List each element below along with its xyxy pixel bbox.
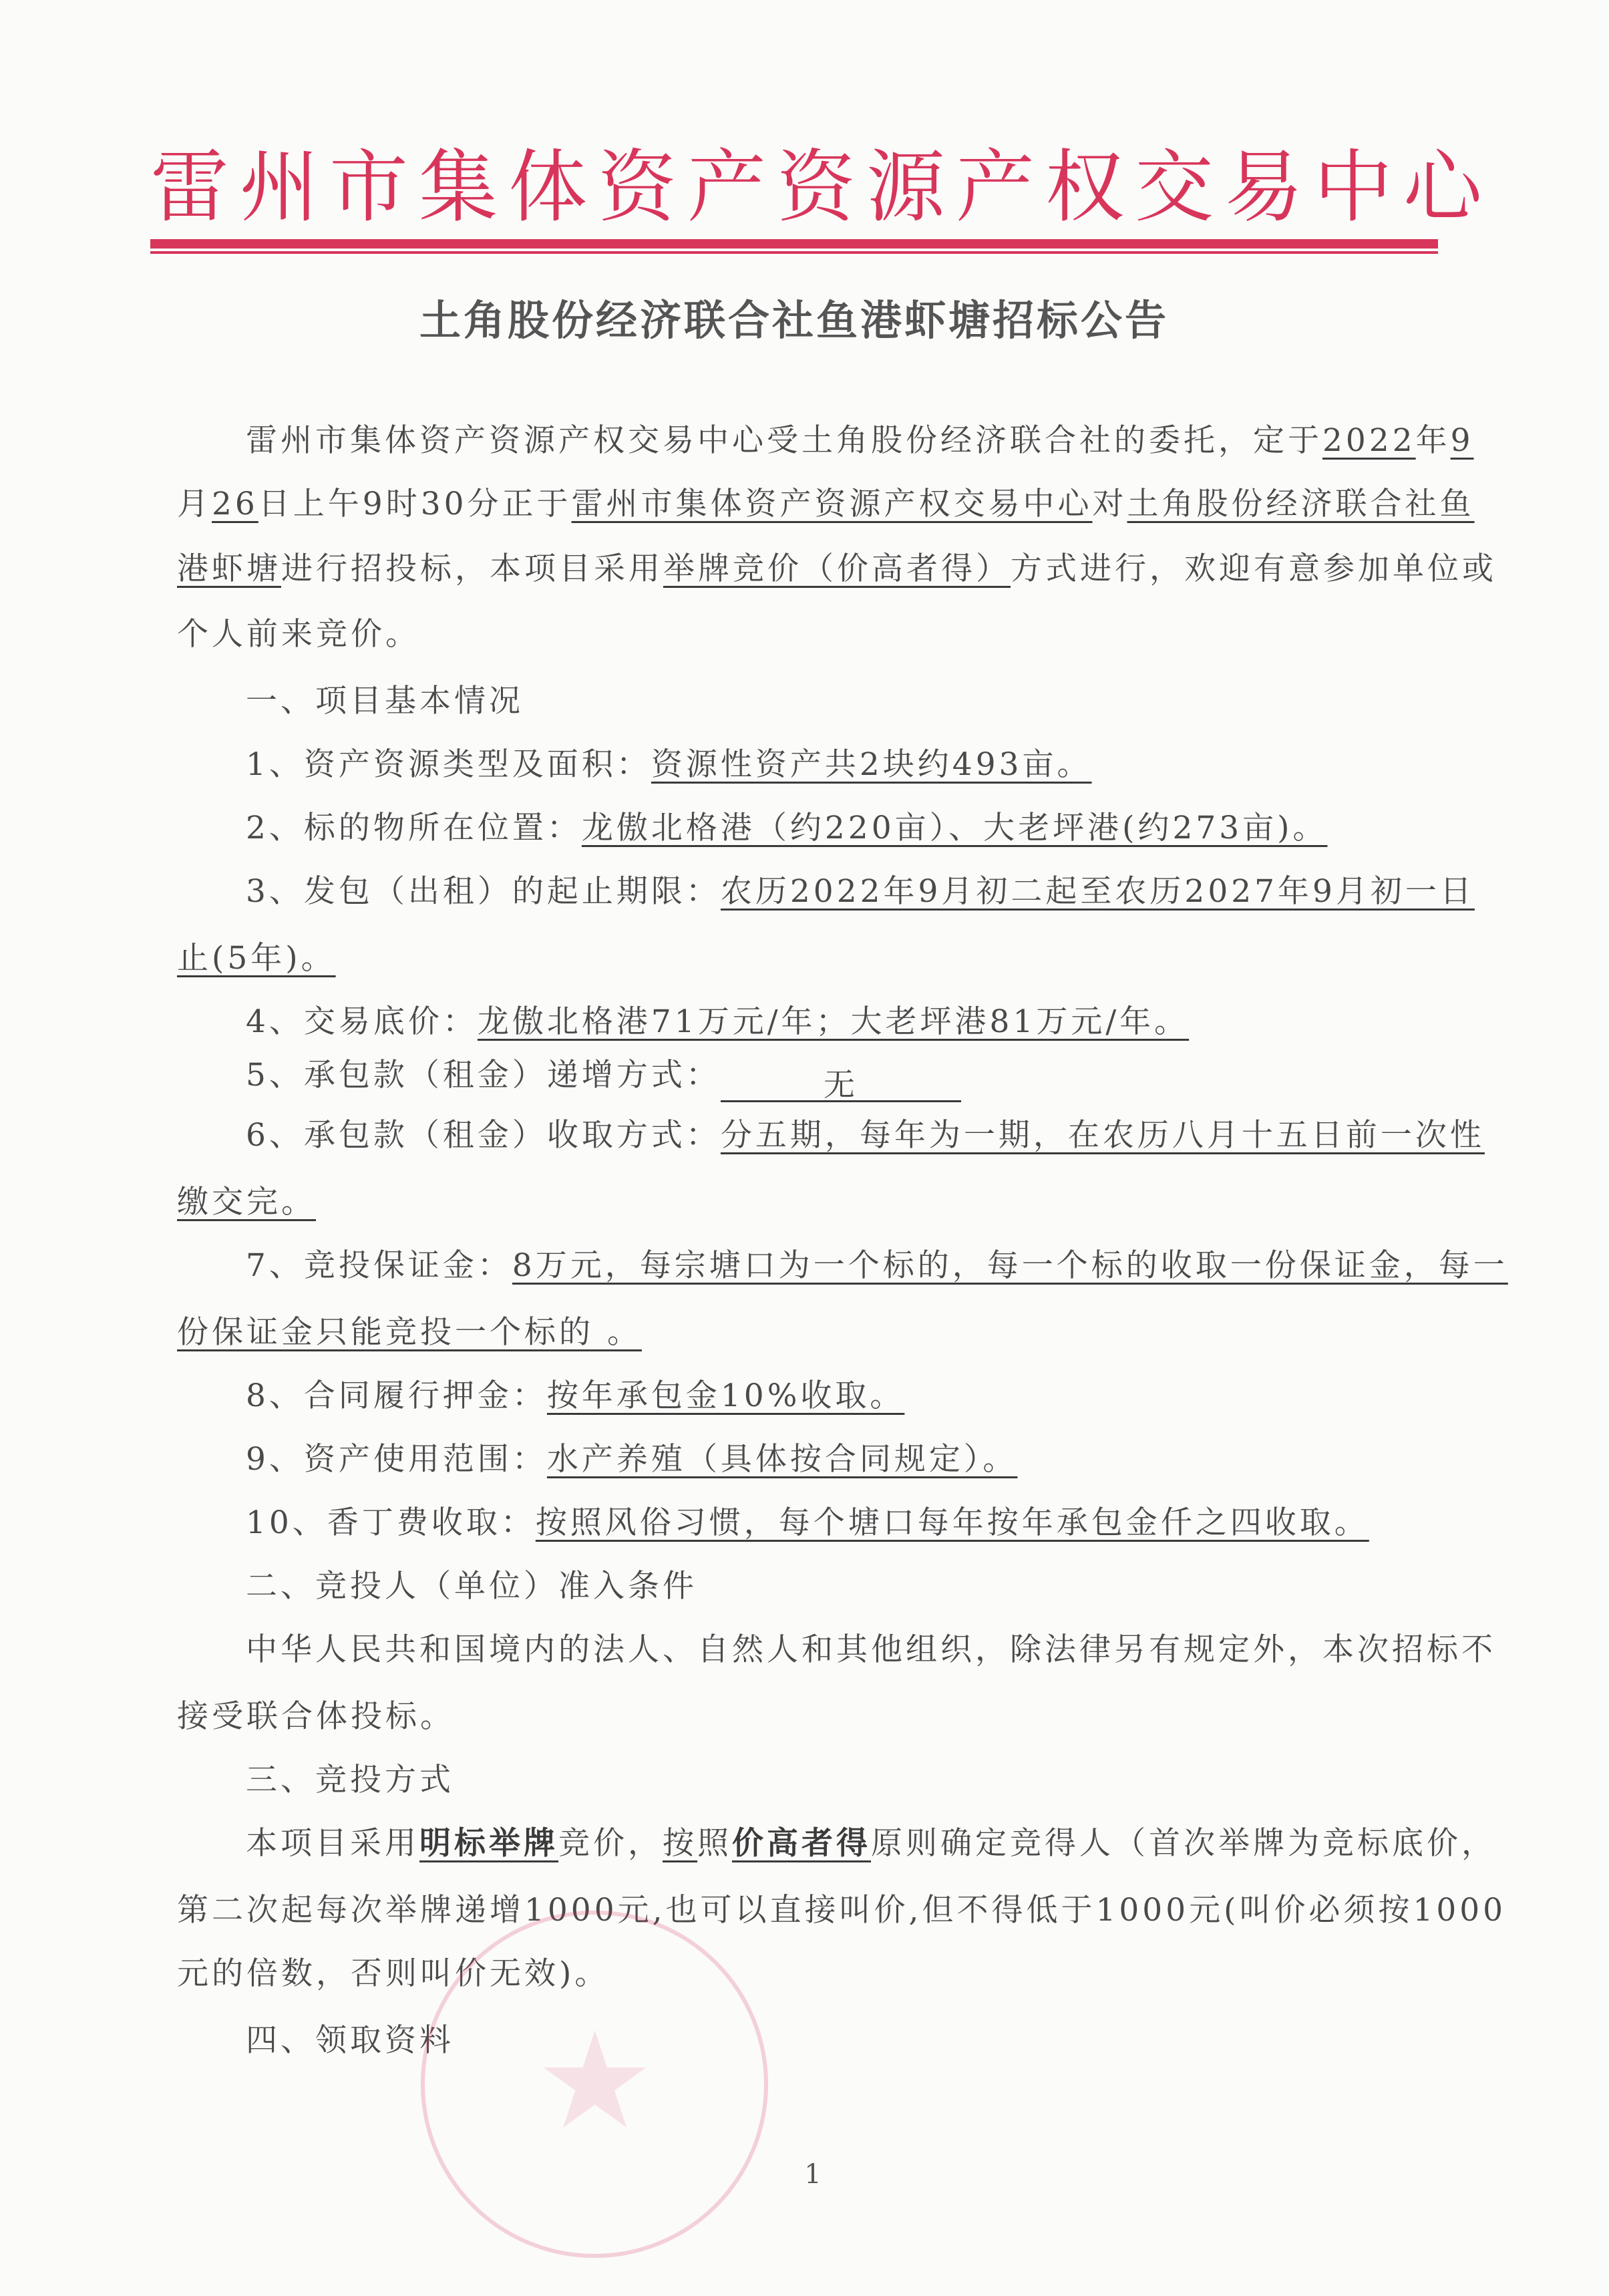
item-value: 缴交完。: [177, 1184, 316, 1220]
item-value: 资源性资产共2块约493亩。: [651, 746, 1092, 783]
item-3-continued: [177, 932, 1439, 985]
star-icon: ★: [535, 2003, 655, 2159]
item-1: [246, 738, 1439, 792]
intro-text: 月: [177, 486, 212, 522]
section-2-line-2: 接受联合体投标。: [177, 1698, 455, 1735]
item-label: 9、资产使用范围：: [246, 1441, 547, 1478]
intro-text: 方式进行，欢迎有意参加单位或: [1011, 550, 1497, 587]
section-2-heading: 二、竞投人（单位）准入条件: [246, 1568, 697, 1605]
bid-format: 明标举牌: [419, 1825, 558, 1862]
item-10: [246, 1496, 1439, 1550]
item-6: [246, 1109, 1485, 1162]
item-label: 6、承包款（租金）收取方式：: [246, 1117, 721, 1154]
intro-line-1: [246, 414, 1474, 468]
item-value: 龙傲北格港71万元/年；大老坪港81万元/年。: [477, 1003, 1190, 1040]
item-2: [246, 802, 1439, 855]
item-7: [246, 1239, 1508, 1293]
section-3-text: 原则确定竞得人（首次举牌为竞标底价，: [871, 1825, 1496, 1862]
auction-method: 举牌竞价（价高者得）: [663, 550, 1011, 587]
item-value: 无: [721, 1059, 961, 1102]
document-title: 土角股份经济联合社鱼港虾塘招标公告: [419, 296, 1169, 345]
item-value: 农历2022年9月初二起至农历2027年9月初一日: [720, 873, 1475, 910]
masthead-rule-thin: [150, 251, 1438, 254]
item-label: 8、合同履行押金：: [246, 1377, 547, 1414]
organization-masthead: 雷州市集体资产资源产权交易中心: [150, 141, 1493, 233]
section-3-line-2: 第二次起每次举牌递增1000元,也可以直接叫价,但不得低于1000元(叫价必须按1000: [177, 1892, 1507, 1929]
intro-line-3: [177, 542, 1497, 596]
auction-venue: 雷州市集体资产资源产权交易中心: [571, 486, 1093, 522]
item-4: [246, 995, 1439, 1049]
item-label: 10、香丁费收取：: [246, 1504, 536, 1541]
item-3: [246, 865, 1475, 919]
item-label: 3、发包（出租）的起止期限：: [246, 873, 721, 910]
item-label: 4、交易底价：: [246, 1003, 478, 1040]
intro-text: 对: [1092, 486, 1127, 522]
intro-text: 年: [1415, 422, 1451, 459]
section-3-text: 照: [697, 1825, 732, 1862]
intro-text: 日上午9时30分正于: [258, 486, 572, 522]
item-5: [246, 1049, 1439, 1102]
item-8: [246, 1369, 1439, 1423]
item-7-continued: [177, 1306, 1439, 1359]
masthead-rule-thick: [150, 239, 1438, 249]
item-value: 按照风俗习惯，每个塘口每年按年承包金仟之四收取。: [535, 1504, 1369, 1541]
item-label: 5、承包款（租金）递增方式：: [246, 1057, 721, 1094]
section-3-line-3: 元的倍数，否则叫价无效)。: [177, 1955, 610, 1992]
item-value: 龙傲北格港（约220亩）、大老坪港(约273亩)。: [581, 810, 1328, 846]
intro-line-4: 个人前来竞价。: [177, 616, 420, 653]
auction-subject: 港虾塘: [177, 550, 281, 587]
item-label: 7、竞投保证金：: [246, 1247, 512, 1284]
section-3-heading: 三、竞投方式: [246, 1762, 454, 1798]
item-value: 8万元，每宗塘口为一个标的，每一个标的收取一份保证金，每一: [512, 1247, 1508, 1284]
intro-text: 进行招投标，本项目采用: [281, 550, 663, 587]
section-3-text: 本项目采用: [246, 1825, 419, 1862]
item-value: 分五期，每年为一期，在农历八月十五日前一次性: [720, 1117, 1485, 1154]
item-value: 水产养殖（具体按合同规定）。: [546, 1441, 1018, 1478]
intro-text: 雷州市集体资产资源产权交易中心受土角股份经济联合社的委托，定于: [246, 422, 1322, 459]
auction-day: 26: [212, 486, 258, 522]
section-3-line-1: [246, 1817, 1496, 1870]
section-2-line-1: 中华人民共和国境内的法人、自然人和其他组织，除法律另有规定外，本次招标不: [246, 1631, 1496, 1668]
item-value: 止(5年)。: [177, 940, 336, 977]
auction-subject: 土角股份经济联合社鱼: [1127, 486, 1475, 522]
page-number: 1: [804, 2159, 822, 2190]
auction-year: 2022: [1322, 422, 1416, 459]
official-seal: [421, 1911, 768, 2258]
item-value: 按年承包金10%收取。: [546, 1377, 905, 1414]
item-6-continued: [177, 1176, 1439, 1229]
auction-month: 9: [1450, 422, 1474, 459]
item-label: 2、标的物所在位置：: [246, 810, 582, 846]
section-3-text: 按: [663, 1825, 697, 1862]
item-value: 份保证金只能竞投一个标的 。: [177, 1314, 642, 1351]
winning-rule: 价高者得: [732, 1825, 871, 1862]
intro-line-2: [177, 478, 1475, 531]
section-3-text: 竞价，: [558, 1825, 663, 1862]
section-1-heading: 一、项目基本情况: [246, 683, 524, 719]
item-label: 1、资产资源类型及面积：: [246, 746, 651, 783]
item-9: [246, 1433, 1439, 1486]
section-4-heading: 四、领取资料: [246, 2022, 454, 2059]
